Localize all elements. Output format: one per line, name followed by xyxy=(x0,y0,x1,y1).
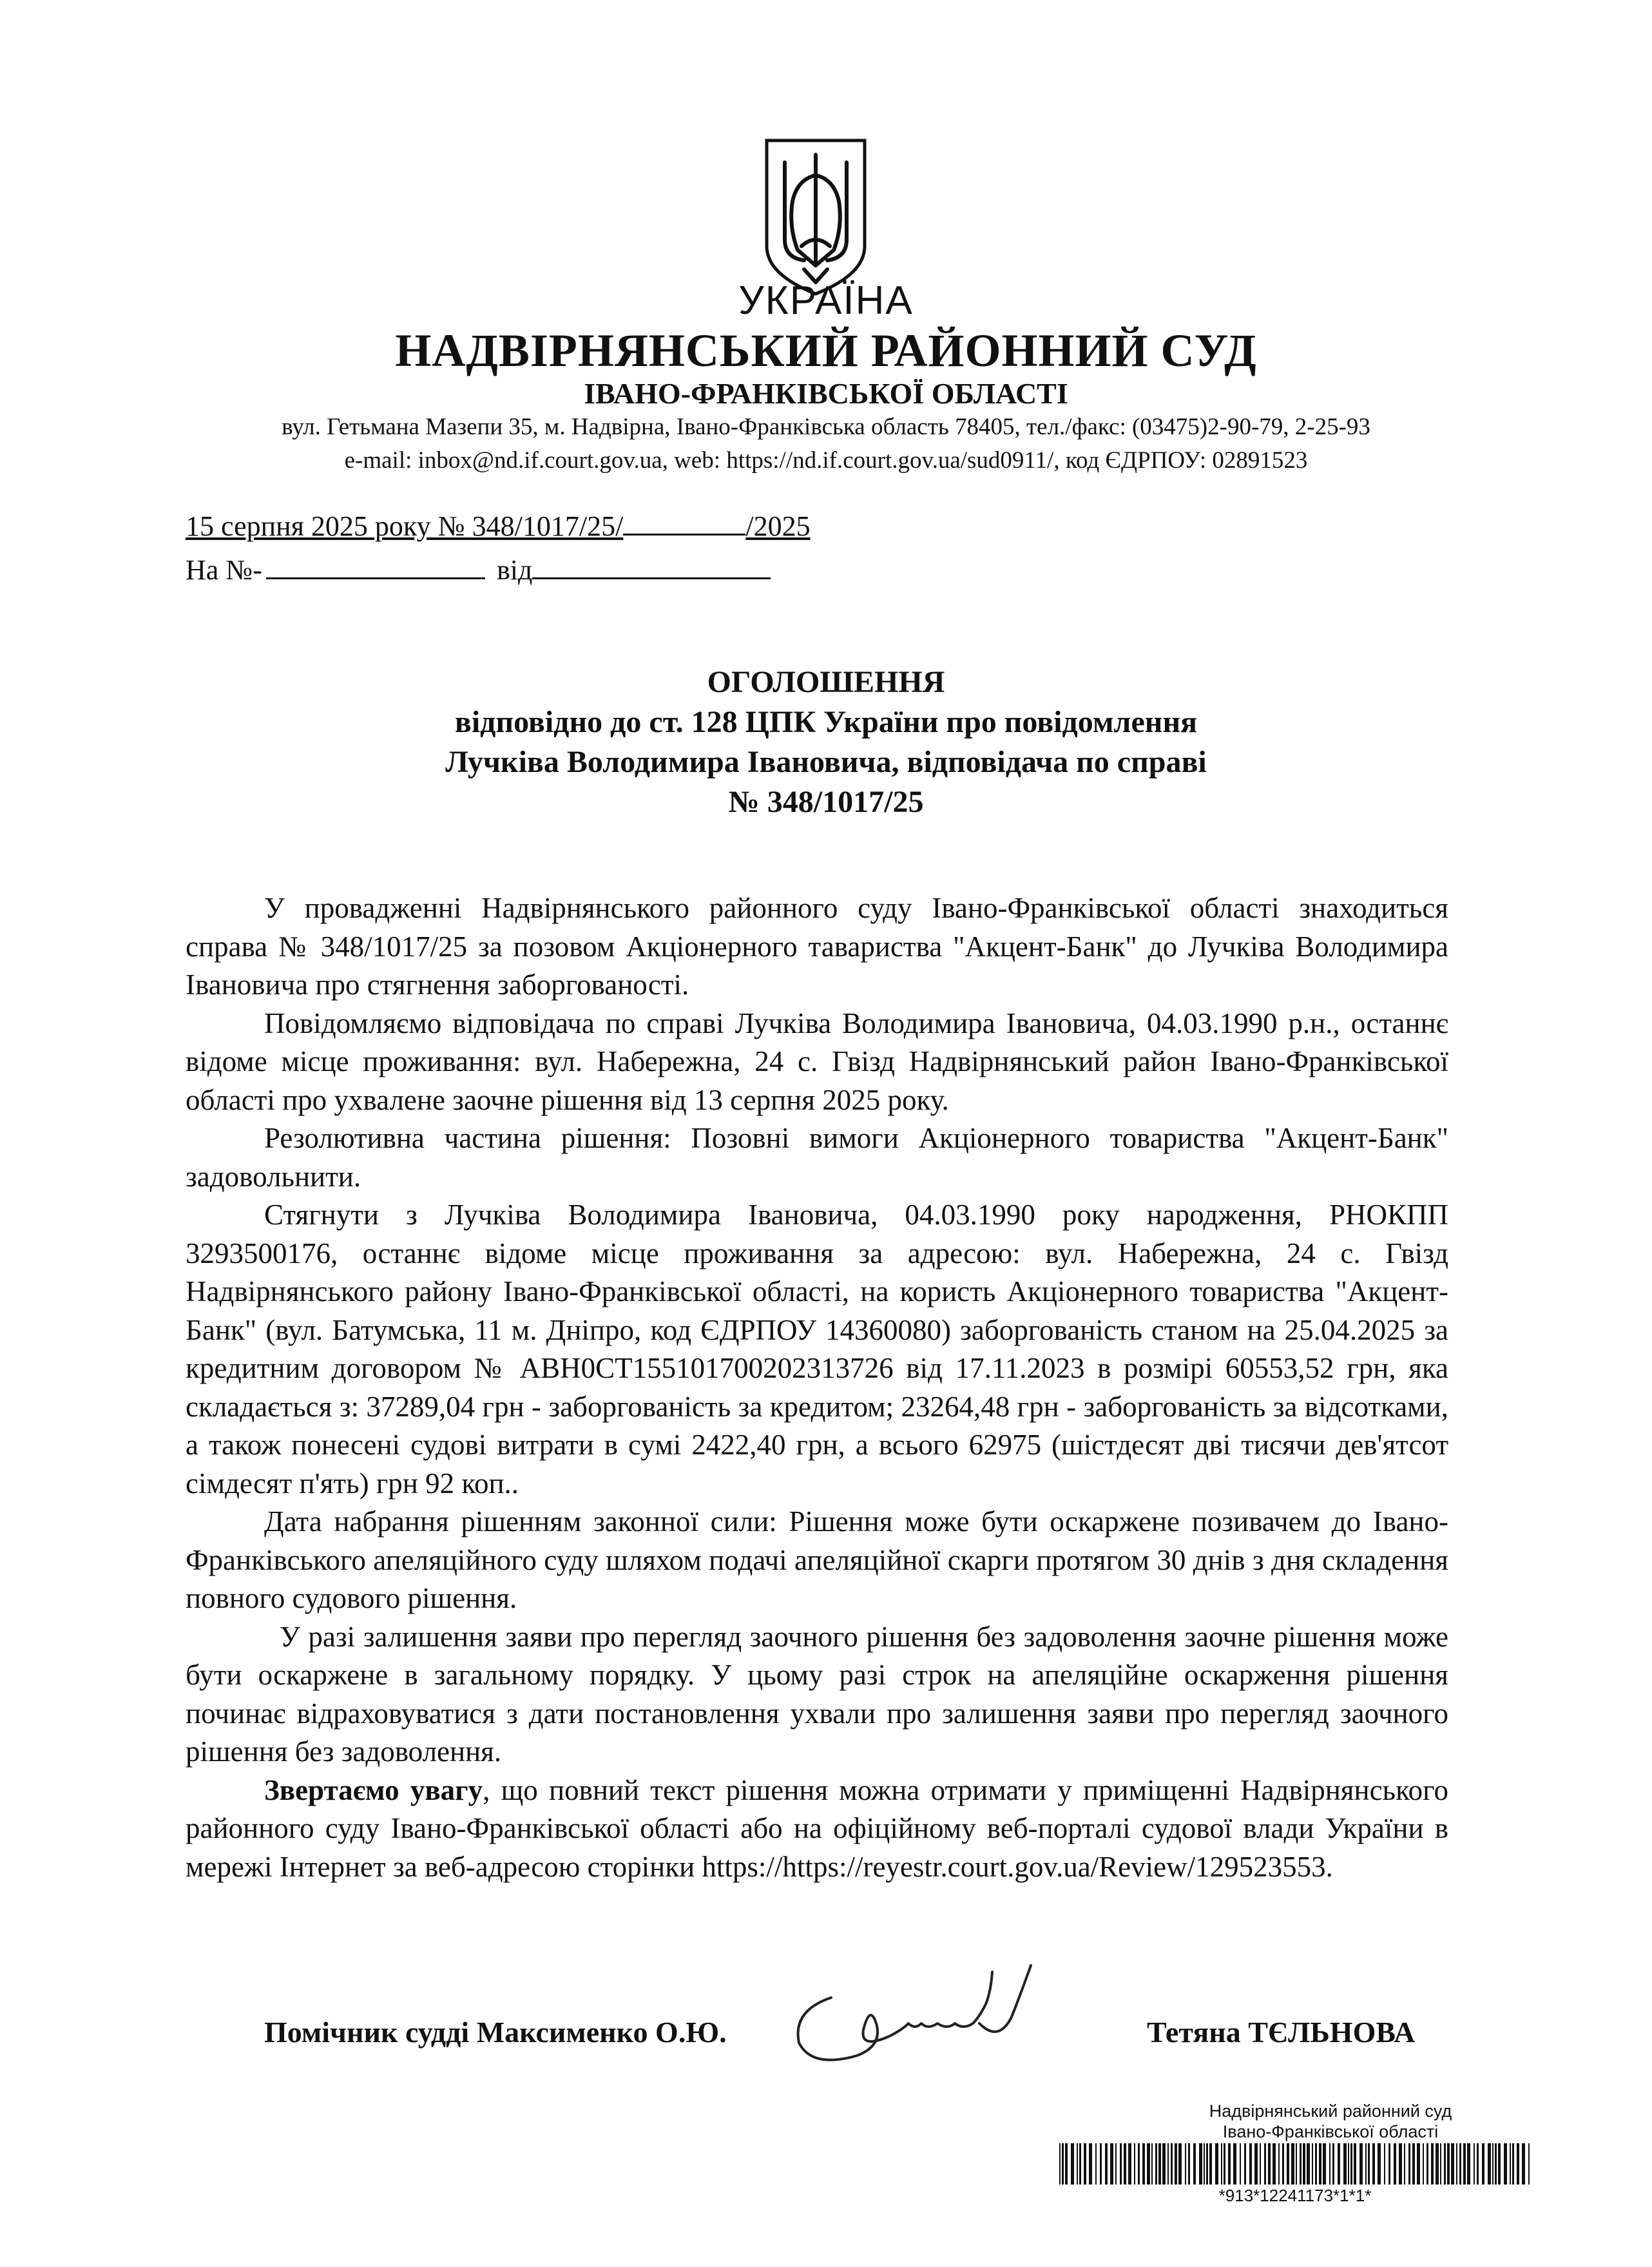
barcode-bar xyxy=(1456,2143,1457,2185)
barcode-bar xyxy=(1120,2143,1122,2185)
notice-text: , що повний текст рішення можна отримати у приміщенні Надвірнянського районного суду Івано-Франківської області або на офіційному веб-порталі судової влади України в мережі Інтернет за веб-адресою сторінки https://https://reyestr.court.gov.ua/Review/129523553. xyxy=(186,1773,1448,1883)
barcode-bar xyxy=(1158,2143,1161,2185)
barcode-bar xyxy=(1215,2143,1218,2185)
barcode-bar xyxy=(1089,2143,1092,2185)
reference-date-number: 15 серпня 2025 року № 348/1017/25/ xyxy=(186,510,624,542)
barcode-bar xyxy=(1062,2143,1064,2185)
barcode-bar xyxy=(1510,2143,1511,2185)
barcode-bar xyxy=(1348,2143,1349,2185)
barcode-bar xyxy=(1319,2143,1321,2185)
barcode-bar xyxy=(1504,2143,1507,2185)
barcode-bar xyxy=(1343,2143,1347,2185)
barcode-bar xyxy=(1178,2143,1182,2185)
notice-emphasis: Звертаємо увагу xyxy=(264,1773,483,1806)
barcode-bar xyxy=(1175,2143,1177,2185)
barcode-bar xyxy=(1147,2143,1150,2185)
barcode-bar xyxy=(1162,2143,1166,2185)
barcode-bar xyxy=(1350,2143,1352,2185)
barcode-bar xyxy=(1142,2143,1145,2185)
barcode-bar xyxy=(1273,2143,1276,2185)
court-name: НАДВІРНЯНСЬКИЙ РАЙОННИЙ СУД xyxy=(395,325,1257,376)
barcode-bar xyxy=(1303,2143,1305,2185)
barcode-bar xyxy=(1368,2143,1370,2185)
barcode-bar xyxy=(1204,2143,1205,2185)
barcode-bar xyxy=(1354,2143,1356,2185)
barcode-bar xyxy=(1372,2143,1375,2185)
barcode-bar xyxy=(1477,2143,1479,2185)
barcode-bar xyxy=(1171,2143,1173,2185)
barcode-bar xyxy=(1167,2143,1169,2185)
barcode-bar xyxy=(1488,2143,1491,2185)
barcode-bar xyxy=(1084,2143,1086,2185)
barcode-bar xyxy=(1095,2143,1097,2185)
barcode-bar xyxy=(1444,2143,1446,2185)
barcode-bar xyxy=(1436,2143,1439,2185)
outgoing-reference xyxy=(186,509,811,543)
barcode xyxy=(1057,2143,1533,2188)
barcode-bar xyxy=(1440,2143,1441,2185)
court-email-web: e-mail: inbox@nd.if.court.gov.ua, web: https://nd.if.court.gov.ua/sud0911/, код ЄДРПОУ: 02891523 xyxy=(344,447,1308,474)
coat-of-arms-icon xyxy=(759,137,872,298)
barcode-bar xyxy=(1307,2143,1310,2185)
barcode-bar xyxy=(1412,2143,1415,2185)
barcode-bar xyxy=(1065,2143,1068,2185)
reference-year-suffix: /2025 xyxy=(745,510,811,542)
barcode-bar xyxy=(1312,2143,1313,2185)
barcode-bar xyxy=(1193,2143,1196,2185)
barcode-bar xyxy=(1528,2143,1530,2185)
on-number-label: На №- xyxy=(186,554,262,586)
barcode-bar xyxy=(1384,2143,1385,2185)
signatory-position: Помічник судді Максименко О.Ю. xyxy=(264,2016,727,2049)
announcement-subtitle-2: Лучківа Володимира Івановича, відповідача по справі xyxy=(445,745,1207,779)
barcode-bar xyxy=(1059,2143,1061,2185)
barcode-bar xyxy=(1221,2143,1222,2185)
court-region: ІВАНО-ФРАНКІВСЬКОЇ ОБЛАСТІ xyxy=(584,377,1068,410)
barcode-bar xyxy=(1134,2143,1135,2185)
from-blank xyxy=(532,553,771,579)
barcode-bar xyxy=(1482,2143,1484,2185)
country-name: УКРАЇНА xyxy=(738,278,914,323)
barcode-bar xyxy=(1282,2143,1284,2185)
barcode-bar xyxy=(1329,2143,1330,2185)
barcode-number: *913*12241173*1*1* xyxy=(1218,2186,1372,2205)
barcode-bar xyxy=(1332,2143,1334,2185)
barcode-bar xyxy=(1359,2143,1363,2185)
barcode-bar xyxy=(1467,2143,1470,2185)
barcode-bar xyxy=(1512,2143,1514,2185)
barcode-bar xyxy=(1244,2143,1246,2185)
body-paragraph: У разі залишення заяви про перегляд заочного рішення без задоволення заочне рішення може бути оскаржене в загальному порядку. У цьому разі строк на апеляційне оскарження рішення починає відраховуватися з дати постановлення ухвали про залишення заяви про перегляд заочного рішення без задоволення. xyxy=(186,1620,1448,1768)
announcement-case-number: № 348/1017/25 xyxy=(728,785,924,819)
barcode-bar xyxy=(1404,2143,1405,2185)
announcement-heading: ОГОЛОШЕННЯ xyxy=(707,665,945,699)
on-number-blank xyxy=(266,553,485,579)
barcode-bar xyxy=(1151,2143,1153,2185)
barcode-bar xyxy=(1291,2143,1294,2185)
barcode-bar xyxy=(1249,2143,1252,2185)
incoming-reference xyxy=(186,553,771,587)
barcode-bar xyxy=(1071,2143,1074,2185)
body-paragraph: У провадженні Надвірнянського районного суду Івано-Франківської області знаходиться справа № 348/1017/25 за позовом Акціонерного тавариства "Акцент-Банк" до Лучківа Володимира Івановича про стягнення заборгованості. xyxy=(186,892,1448,1001)
barcode-bar xyxy=(1100,2143,1102,2185)
barcode-bar xyxy=(1155,2143,1157,2185)
body-paragraph: Стягнути з Лучківа Володимира Івановича, 04.03.1990 року народження, РНОКПП 3293500176, останнє відоме місце проживання за адресою: вул. Набережна, 24 с. Гвізд Надвірнянського району Івано-Франківської області, на користь Акціонерного товариства "Акцент-Банк" (вул. Батумська, 11 м. Дніпро, код ЄДРПОУ 14360080) заборгованість станом на 25.04.2025 за кредитним договором № ABH0CT155101700202313726 від 17.11.2023 в розмірі 60553,52 грн, яка складається з: 37289,04 грн - заборгованість за кредитом; 23264,48 грн - заборгованість за відсотками, а також понесені судові витрати в сумі 2422,40 грн, а всього 62975 (шістдесят дві тисячи дев'ятсот сімдесят п'ять) грн 92 коп.. xyxy=(186,1199,1448,1500)
barcode-bar xyxy=(1268,2143,1271,2185)
barcode-bar xyxy=(1399,2143,1402,2185)
barcode-bar xyxy=(1124,2143,1126,2185)
barcode-bar xyxy=(1492,2143,1494,2185)
barcode-bar xyxy=(1199,2143,1202,2185)
barcode-bar xyxy=(1296,2143,1297,2185)
barcode-bar xyxy=(1077,2143,1078,2185)
barcode-bar xyxy=(1495,2143,1497,2185)
announcement-subtitle-1: відповідно до ст. 128 ЦПК України про повідомлення xyxy=(454,705,1198,739)
barcode-bar xyxy=(1426,2143,1428,2185)
barcode-bar xyxy=(1254,2143,1258,2185)
barcode-bar xyxy=(1138,2143,1140,2185)
barcode-bar xyxy=(1264,2143,1266,2185)
stamp-court-region: Івано-Франківської області xyxy=(1222,2122,1439,2141)
barcode-bar xyxy=(1278,2143,1280,2185)
from-label: від xyxy=(496,554,533,586)
barcode-bar xyxy=(1260,2143,1261,2185)
barcode-bar xyxy=(1233,2143,1236,2185)
barcode-bar xyxy=(1128,2143,1131,2185)
barcode-bar xyxy=(1079,2143,1081,2185)
barcode-bar xyxy=(1224,2143,1225,2185)
body-paragraph: Дата набрання рішенням законної сили: Рішення може бути оскаржене позивачем до Івано-Франківського апеляційного суду шляхом подачі апеляційної скарги протягом 30 днів з дня складення повного судового рішення. xyxy=(186,1505,1448,1614)
barcode-bar xyxy=(1185,2143,1186,2185)
body-paragraph-notice xyxy=(186,1771,1448,1887)
barcode-bar xyxy=(1240,2143,1241,2185)
barcode-bar xyxy=(1338,2143,1340,2185)
barcode-bar xyxy=(1447,2143,1450,2185)
barcode-bar xyxy=(1209,2143,1212,2185)
barcode-bar xyxy=(1188,2143,1190,2185)
barcode-bar xyxy=(1323,2143,1326,2185)
announcement-body xyxy=(186,889,1448,1886)
barcode-bar xyxy=(1517,2143,1519,2185)
barcode-bar xyxy=(1463,2143,1466,2185)
barcode-bar xyxy=(1423,2143,1424,2185)
barcode-bar xyxy=(1522,2143,1525,2185)
signatory-name: Тетяна ТЄЛЬНОВА xyxy=(1147,2016,1416,2049)
barcode-bar xyxy=(1417,2143,1420,2185)
barcode-bar xyxy=(1378,2143,1381,2185)
barcode-bar xyxy=(1287,2143,1289,2185)
barcode-bar xyxy=(1408,2143,1410,2185)
barcode-bar xyxy=(1365,2143,1367,2185)
court-address: вул. Гетьмана Мазепи 35, м. Надвірна, Івано-Франківська область 78405, тел./факс: (03475)2-90-79, 2-25-93 xyxy=(282,414,1370,440)
barcode-bar xyxy=(1110,2143,1113,2185)
barcode-bar xyxy=(1315,2143,1317,2185)
barcode-bar xyxy=(1394,2143,1396,2185)
barcode-bar xyxy=(1300,2143,1301,2185)
reference-blank xyxy=(623,509,745,535)
barcode-bar xyxy=(1228,2143,1231,2185)
stamp-court-name: Надвірнянський районний суд xyxy=(1209,2101,1452,2121)
body-paragraph: Повідомляємо відповідача по справі Лучківа Володимира Івановича, 04.03.1990 р.н., останнє відоме місце проживання: вул. Набережна, 24 с. Гвізд Надвірнянський район Івано-Франківської області про ухвалене заочне рішення від 13 серпня 2025 року. xyxy=(186,1007,1448,1116)
body-paragraph: Резолютивна частина рішення: Позовні вимоги Акціонерного товариства "Акцент-Банк" задовольнити. xyxy=(186,1122,1448,1193)
barcode-bar xyxy=(1498,2143,1501,2185)
barcode-bar xyxy=(1431,2143,1434,2185)
barcode-bar xyxy=(1388,2143,1390,2185)
barcode-bar xyxy=(1115,2143,1117,2185)
barcode-bar xyxy=(1105,2143,1108,2185)
barcode-bar xyxy=(1451,2143,1454,2185)
barcode-bar xyxy=(1459,2143,1461,2185)
barcode-bar xyxy=(1206,2143,1208,2185)
handwritten-signature xyxy=(786,1959,1070,2075)
barcode-bar xyxy=(1474,2143,1475,2185)
